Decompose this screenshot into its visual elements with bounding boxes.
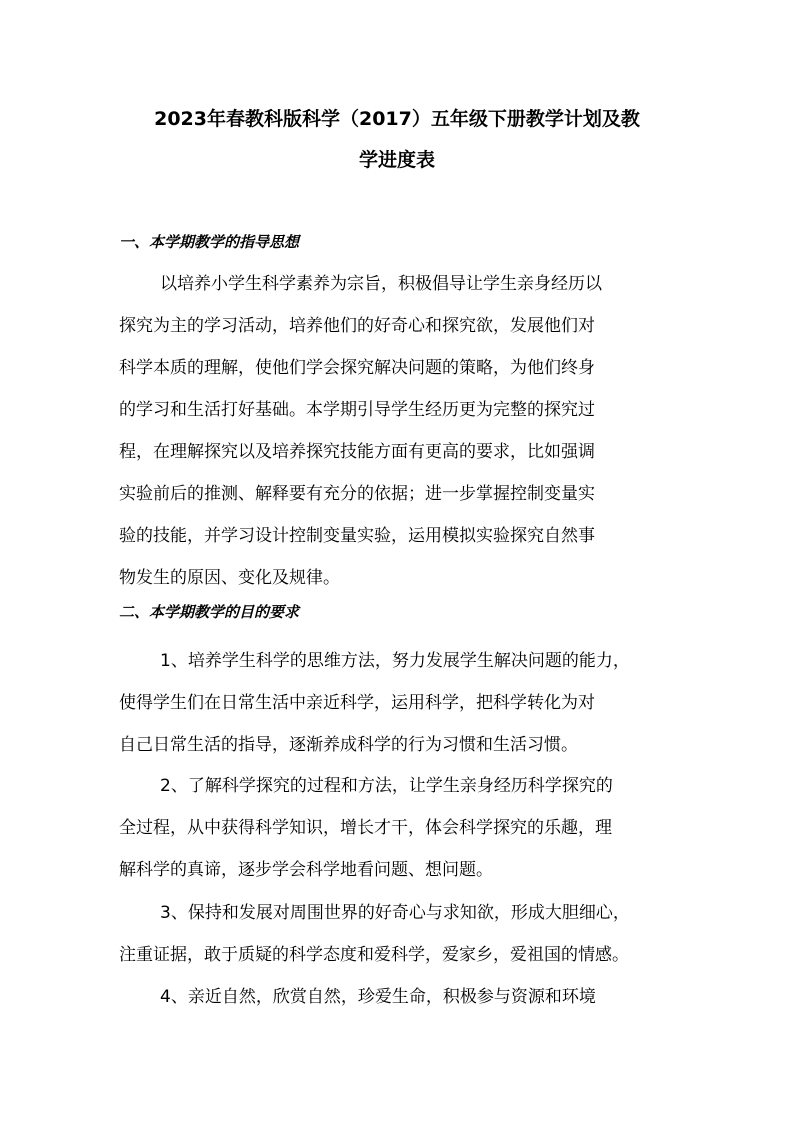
section-2-item-2-line: 解科学的真谛，逐步学会科学地看问题、想问题。 — [119, 860, 493, 880]
document-title-line-1: 2023年春教科版科学（2017）五年级下册教学计划及教 — [154, 108, 640, 130]
section-1-paragraph-line: 探究为主的学习活动，培养他们的好奇心和探究欲，发展他们对 — [119, 316, 595, 336]
section-2-item-3-line: 3、保持和发展对周围世界的好奇心与求知欲，形成大胆细心， — [160, 903, 630, 923]
section-1-heading: 一、本学期教学的指导思想 — [119, 233, 300, 251]
section-2-heading: 二、本学期教学的目的要求 — [119, 603, 300, 621]
section-1-paragraph-line: 程，在理解探究以及培养探究技能方面有更高的要求，比如强调 — [119, 442, 595, 462]
document-title-line-2: 学进度表 — [358, 149, 435, 171]
section-2-item-1-line: 使得学生们在日常生活中亲近科学，运用科学，把科学转化为对 — [119, 693, 595, 713]
section-2-item-1-line: 1、培养学生科学的思维方法，努力发展学生解决问题的能力， — [160, 651, 630, 671]
section-1-paragraph-line: 科学本质的理解，使他们学会探究解决问题的策略，为他们终身 — [119, 358, 595, 378]
section-2-item-1-line: 自己日常生活的指导，逐渐养成科学的行为习惯和生活习惯。 — [119, 735, 578, 755]
section-2-item-2-line: 全过程，从中获得科学知识，增长才干，体会科学探究的乐趣，理 — [119, 818, 612, 838]
section-1-paragraph-line: 物发生的原因、变化及规律。 — [119, 568, 340, 588]
section-2-item-2-line: 2、了解科学探究的过程和方法，让学生亲身经历科学探究的 — [160, 776, 613, 796]
section-1-paragraph-line: 实验前后的推测、解释要有充分的依据；进一步掌握控制变量实 — [119, 484, 595, 504]
section-1-paragraph-line: 验的技能，并学习设计控制变量实验，运用模拟实验探究自然事 — [119, 526, 595, 546]
section-1-paragraph-line: 以培养小学生科学素养为宗旨，积极倡导让学生亲身经历以 — [160, 274, 602, 294]
section-2-item-3-line: 注重证据，敢于质疑的科学态度和爱科学，爱家乡，爱祖国的情感。 — [119, 945, 629, 965]
section-1-paragraph-line: 的学习和生活打好基础。本学期引导学生经历更为完整的探究过 — [119, 400, 595, 420]
section-2-item-4-line: 4、亲近自然，欣赏自然，珍爱生命，积极参与资源和环境 — [160, 987, 596, 1007]
